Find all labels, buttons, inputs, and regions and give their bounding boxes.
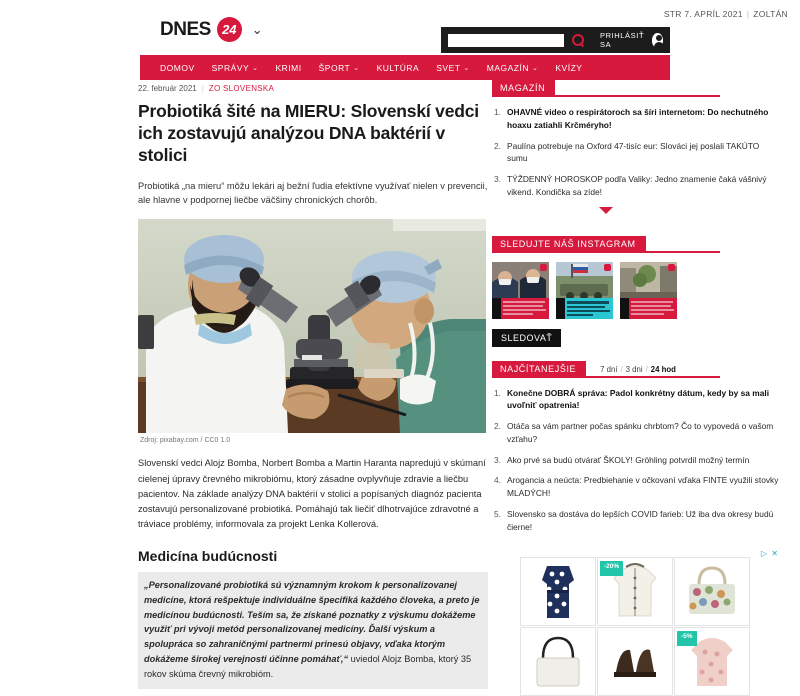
search-icon[interactable]	[572, 34, 582, 47]
most-read-header	[492, 361, 782, 377]
article-quote	[138, 572, 488, 689]
list-item-label: Konečne DOBRÁ správa: Padol konkrétny dátum, kedy by sa mali uvoľniť opatrenia!	[507, 387, 770, 411]
chevron-down-icon: ⌄	[252, 64, 259, 72]
top-date-separator: |	[746, 9, 750, 19]
instagram-badge-icon	[604, 264, 611, 271]
nav-label: KULTÚRA	[376, 62, 420, 73]
nav-label: MAGAZÍN	[486, 62, 529, 73]
most-read-list	[492, 387, 782, 534]
list-item-label: Arogancia a neúcta: Predbiehanie v očkovaní vďaka FINTE využili stovky MLADÝCH!	[507, 475, 779, 499]
instagram-thumb[interactable]	[556, 262, 613, 319]
nav-item-kultura[interactable]	[377, 63, 420, 73]
nav-item-krimi[interactable]	[276, 63, 302, 73]
list-item-label: OHAVNÉ video o respirátoroch sa šíri internetom: Do nechutného hoaxu zatiahli Krčméryho!	[507, 107, 769, 130]
most-read-tabs	[600, 365, 676, 377]
list-item-number: 3.	[494, 454, 501, 465]
instagram-badge-icon	[668, 264, 675, 271]
ad-tile[interactable]	[597, 627, 673, 696]
main-navigation	[140, 55, 670, 80]
list-item-number: 1.	[494, 107, 501, 117]
sidebar	[492, 78, 782, 541]
instagram-thumbnails	[492, 262, 782, 319]
photo-caption: Zdroj: pixabay.com / CC0 1.0	[140, 437, 231, 445]
list-item-number: 2.	[494, 421, 501, 432]
list-item-label: Slovensko sa dostáva do lepších COVID farieb: Už iba dva okresy budú čierne!	[507, 508, 774, 532]
microscope-scene-illustration	[138, 219, 486, 433]
nav-label: KRIMI	[275, 62, 302, 73]
ad-discount-tag: -5%	[677, 631, 697, 646]
top-date-user	[664, 9, 788, 19]
tab-separator: /	[620, 364, 623, 374]
section-title-instagram: SLEDUJTE NÁŠ INSTAGRAM	[492, 236, 646, 252]
instagram-thumb[interactable]	[620, 262, 677, 319]
advertisement	[492, 548, 782, 640]
meta-separator: |	[201, 84, 204, 93]
list-item-number: 4.	[494, 475, 501, 486]
adchoices-icon[interactable]: ▷ ✕	[760, 549, 779, 558]
article-meta	[138, 84, 488, 93]
section-title-most-read: NAJČÍTANEJŠIE	[492, 361, 586, 377]
ad-image-handbag	[521, 628, 595, 695]
list-item-number: 3.	[494, 174, 501, 185]
ad-tile[interactable]	[520, 627, 596, 696]
list-item-number: 2.	[494, 140, 501, 151]
nav-item-svet[interactable]	[436, 63, 470, 73]
top-bar	[0, 0, 800, 50]
article-photo	[138, 219, 486, 433]
ad-image-bag	[675, 558, 749, 625]
tab-label: 24 hod	[650, 364, 676, 374]
nav-label: SPRÁVY	[211, 62, 250, 73]
list-item[interactable]	[492, 387, 782, 413]
search-bar	[441, 27, 670, 53]
list-item-number: 5.	[494, 508, 501, 519]
article-lead: Probiotiká „na mieru“ môžu lekári aj bežní ľudia efektívne využívať nielen v prevencii, ale hlavne v podpornej liečbe väčšiny chronických chorôb.	[138, 180, 488, 206]
sidebar-section-most-read	[492, 361, 782, 534]
ad-tile[interactable]	[674, 557, 750, 626]
list-item[interactable]	[492, 508, 782, 534]
login-link[interactable]: PRIHLÁSIŤ SA	[599, 31, 645, 49]
nav-label: DOMOV	[160, 62, 195, 73]
quote-italic-text: „Personalizované probiotiká sú významným krokom k personalizovanej medicíne, ktorá rešpektuje individuálne špecifiká každého človeka, a preto je medicínou budúcnosti. Teším sa, že získané poznatky z výskumu dokážeme využiť pri vývoji metód personalizovanej medicíny. Ďalší výskum a spolupráca so zahraničnými partnermi prinesú objavy, vďaka ktorým dokážeme širokej verejnosti účinne pomáhať,“	[144, 579, 480, 665]
chevron-down-icon: ⌄	[532, 64, 539, 72]
ad-tile[interactable]	[597, 557, 673, 626]
list-item-label: TÝŽDENNÝ HOROSKOP podľa Valiky: Jedno znamenie čaká vášnivý vikend. Kondička sa zíde!	[507, 174, 767, 197]
ad-tile[interactable]	[520, 557, 596, 626]
nav-label: SVET	[436, 62, 461, 73]
nav-item-domov[interactable]	[160, 63, 195, 73]
instagram-badge-icon	[540, 264, 547, 271]
tab-label: 3 dni	[625, 364, 643, 374]
ad-discount-tag: -20%	[600, 561, 623, 576]
ad-product-grid	[520, 557, 750, 696]
article-column	[138, 84, 488, 689]
instagram-follow-button[interactable]: SLEDOVAŤ	[492, 329, 561, 347]
sidebar-section-magazin	[492, 78, 782, 214]
user-avatar-icon[interactable]	[652, 33, 664, 48]
nav-item-sport[interactable]	[319, 63, 360, 73]
search-input[interactable]	[448, 34, 564, 47]
nav-item-kvizy[interactable]	[555, 63, 582, 73]
tab-7-dni[interactable]	[600, 365, 617, 374]
logo-badge-24: 24	[217, 17, 242, 42]
nav-item-spravy[interactable]	[212, 63, 259, 73]
chevron-down-icon[interactable]: ⌄	[251, 21, 263, 37]
tab-label: 7 dní	[600, 364, 618, 374]
list-item[interactable]	[492, 454, 782, 467]
sidebar-section-instagram	[492, 234, 782, 347]
list-item-label: Ako prvé sa budú otvárať ŠKOLY! Gröhling potvrdil možný termín	[507, 454, 750, 465]
list-item-label: Paulína potrebuje na Oxford 47-tisíc eur: Slováci jej poslali TAKÚTO sumu	[507, 140, 760, 164]
list-item[interactable]	[492, 140, 782, 166]
tab-24-hod[interactable]	[651, 365, 676, 374]
article-body: Slovenskí vedci Alojz Bomba, Norbert Bomba a Martin Haranta napredujú v skúmaní cielenej úpravy črevného mikrobiómu, ktorý zásadne ovplyvňuje zdravie a liečbu pacientov. Na základe analýzy DNA baktérií v stolici a popísaných diagnóz pacienta zostavujú personalizované probiotiká. Pomáhajú tak liečiť dlhotrvajúce zdravotné a tráviace problémy, informovala za projekt Lenka Kollerová.	[138, 458, 486, 529]
list-item[interactable]	[492, 173, 782, 199]
nav-label: ŠPORT	[318, 62, 351, 73]
article-subheading: Medicína budúcnosti	[138, 547, 278, 564]
ad-image-shoes	[598, 628, 672, 695]
magazin-list	[492, 106, 782, 199]
list-item-label: Otáča sa vám partner počas spánku chrbtom? Čo to vypovedá o vašom vzťahu?	[507, 421, 774, 444]
list-item[interactable]	[492, 106, 782, 132]
tab-3-dni[interactable]	[626, 365, 643, 374]
page-title: Probiotiká šité na MIERU: Slovenskí vedci ich zostavujú analýzou DNA baktérií v stolici	[138, 101, 479, 166]
chevron-down-icon: ⌄	[463, 64, 470, 72]
tab-separator: /	[645, 364, 648, 374]
ad-image-dress	[521, 558, 595, 625]
quote-attribution: uviedol Alojz Bomba, ktorý 35 rokov skúma črevný mikrobióm.	[144, 654, 472, 680]
list-item[interactable]	[492, 474, 782, 500]
nav-item-magazin[interactable]	[487, 63, 539, 73]
ad-tile[interactable]	[674, 627, 750, 696]
article-category[interactable]: ZO SLOVENSKA	[208, 84, 275, 93]
instagram-thumb[interactable]	[492, 262, 549, 319]
article-date: 22. február 2021	[138, 84, 197, 93]
list-item[interactable]	[492, 420, 782, 446]
nav-label: KVÍZY	[555, 62, 583, 73]
logo-wordmark: DNES	[160, 18, 211, 40]
section-title-magazin: MAGAZÍN	[492, 80, 555, 96]
top-date-text: STR 7. APRÍL 2021	[663, 9, 743, 19]
site-logo[interactable]	[160, 17, 263, 42]
chevron-down-icon: ⌄	[353, 64, 360, 72]
top-user-name: ZOLTÁN	[753, 9, 788, 19]
list-item-number: 1.	[494, 387, 501, 398]
caret-down-icon[interactable]	[599, 207, 613, 214]
